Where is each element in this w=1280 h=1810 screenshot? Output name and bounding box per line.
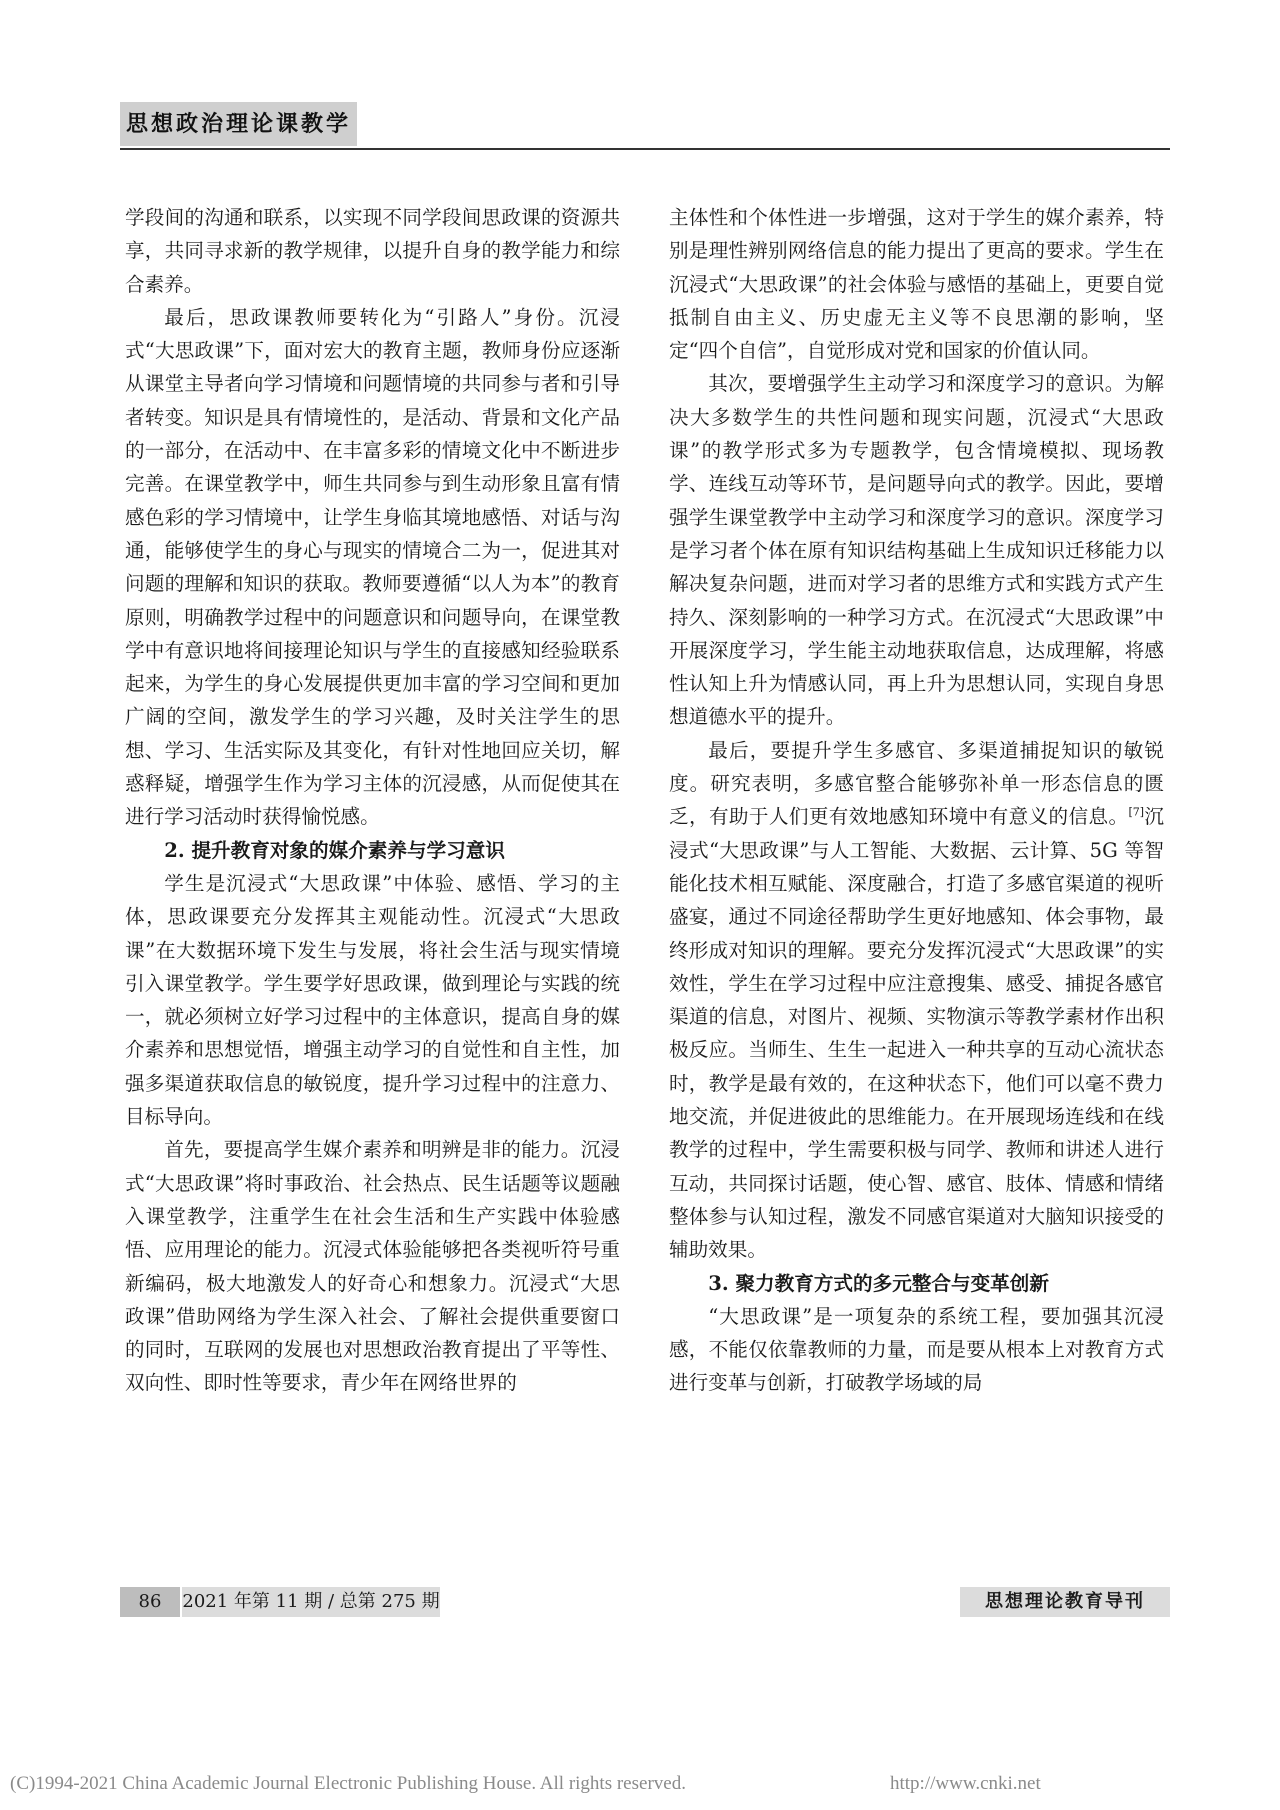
section-heading: 2. 提升教育对象的媒介素养与学习意识 xyxy=(164,838,505,862)
right-column xyxy=(669,201,1164,1400)
paragraph: 首先，要提高学生媒介素养和明辨是非的能力。沉浸式“大思政课”将时事政治、社会热点、民生话题等议题融入课堂教学，注重学生在社会生活和生产实践中体验感悟、应用理论的能力。沉浸式体验能够把各类视听符号重新编码，极大地激发人的好奇心和想象力。沉浸式“大思政课”借助网络为学生深入社会、了解社会提供重要窗口的同时，互联网的发展也对思想政治教育提出了平等性、双向性、即时性等要求，青少年在网络世界的 xyxy=(125,1138,620,1395)
page-number: 86 xyxy=(120,1587,180,1617)
paragraph-text: 沉浸式“大思政课”与人工智能、大数据、云计算、5G 等智能化技术相互赋能、深度融合，打造了多感官渠道的视听盛宴，通过不同途径帮助学生更好地感知、体会事物，最终形成对知识的理解。要充分发挥沉浸式“大思政课”的实效性，学生在学习过程中应注意搜集、感受、捕捉各感官渠道的信息，对图片、视频、实物演示等教学素材作出积极反应。当师生、生生一起进入一种共享的互动心流状态时，教学是最有效的，在这种状态下，他们可以毫不费力地交流，并促进彼此的思维能力。在开展现场连线和在线教学的过程中，学生需要积极与同学、教师和讲述人进行互动，共同探讨话题，使心智、感官、肢体、情感和情绪整体参与认知过程，激发不同感官渠道对大脑知识接受的辅助效果。 xyxy=(669,805,1165,1262)
issue-info: 2021 年第 11 期 / 总第 275 期 xyxy=(182,1587,440,1617)
page-footer xyxy=(120,1587,1170,1617)
paragraph: “大思政课”是一项复杂的系统工程，要加强其沉浸感，不能仅依靠教师的力量，而是要从根本上对教育方式进行变革与创新，打破教学场域的局 xyxy=(669,1304,1164,1395)
section-title: 思想政治理论课教学 xyxy=(120,102,357,146)
paragraph-text: 最后，要提升学生多感官、多渠道捕捉知识的敏锐度。研究表明，多感官整合能够弥补单一形态信息的匮乏，有助于人们更有效地感知环境中有意义的信息。 xyxy=(669,738,1164,829)
paragraph: 其次，要增强学生主动学习和深度学习的意识。为解决大多数学生的共性问题和现实问题，沉浸式“大思政课”的教学形式多为专题教学，包含情境模拟、现场教学、连线互动等环节，是问题导向式的教学。因此，要增强学生课堂教学中主动学习和深度学习的意识。深度学习是学习者个体在原有知识结构基础上生成知识迁移能力以解决复杂问题，进而对学习者的思维方式和实践方式产生持久、深刻影响的一种学习方式。在沉浸式“大思政课”中开展深度学习，学生能主动地获取信息，达成理解，将感性认知上升为情感认同，再上升为思想认同，实现自身思想道德水平的提升。 xyxy=(669,372,1164,729)
paragraph: 最后，思政课教师要转化为“引路人”身份。沉浸式“大思政课”下，面对宏大的教育主题，教师身份应逐渐从课堂主导者向学习情境和问题情境的共同参与者和引导者转变。知识是具有情境性的，是活动、背景和文化产品的一部分，在活动中、在丰富多彩的情境文化中不断进步完善。在课堂教学中，师生共同参与到生动形象且富有情感色彩的学习情境中，让学生身临其境地感悟、对话与沟通，能够使学生的身心与现实的情境合二为一，促进其对问题的理解和知识的获取。教师要遵循“以人为本”的教育原则，明确教学过程中的问题意识和问题导向，在课堂教学中有意识地将间接理论知识与学生的直接感知经验联系起来，为学生的身心发展提供更加丰富的学习空间和更加广阔的空间，激发学生的学习兴趣，及时关注学生的思想、学习、生活实际及其变化，有针对性地回应关切，解惑释疑，增强学生作为学习主体的沉浸感，从而促使其在进行学习活动时获得愉悦感。 xyxy=(125,305,620,829)
left-column xyxy=(125,201,620,1400)
copyright-notice: (C)1994-2021 China Academic Journal Electronic Publishing House. All rights reserved. xyxy=(10,1773,686,1794)
paragraph: 主体性和个体性进一步增强，这对于学生的媒介素养，特别是理性辨别网络信息的能力提出了更高的要求。学生在沉浸式“大思政课”的社会体验与感悟的基础上，更要自觉抵制自由主义、历史虚无主义等不良思潮的影响，坚定“四个自信”，自觉形成对党和国家的价值认同。 xyxy=(669,206,1164,363)
running-header xyxy=(120,102,1170,150)
paragraph xyxy=(669,734,1164,1267)
section-heading: 3. 聚力教育方式的多元整合与变革创新 xyxy=(708,1271,1049,1295)
journal-name: 思想理论教育导刊 xyxy=(960,1587,1170,1617)
paragraph: 学段间的沟通和联系，以实现不同学段间思政课的资源共享，共同寻求新的教学规律，以提升自身的教学能力和综合素养。 xyxy=(125,206,620,296)
cnki-url[interactable]: http://www.cnki.net xyxy=(890,1773,1041,1794)
paragraph: 学生是沉浸式“大思政课”中体验、感悟、学习的主体，思政课要充分发挥其主观能动性。沉浸式“大思政课”在大数据环境下发生与发展，将社会生活与现实情境引入课堂教学。学生要学好思政课，做到理论与实践的统一，就必须树立好学习过程中的主体意识，提高自身的媒介素养和思想觉悟，增强主动学习的自觉性和自主性，加强多渠道获取信息的敏锐度，提升学习过程中的注意力、目标导向。 xyxy=(125,871,620,1129)
citation-ref: [7] xyxy=(1128,805,1145,819)
